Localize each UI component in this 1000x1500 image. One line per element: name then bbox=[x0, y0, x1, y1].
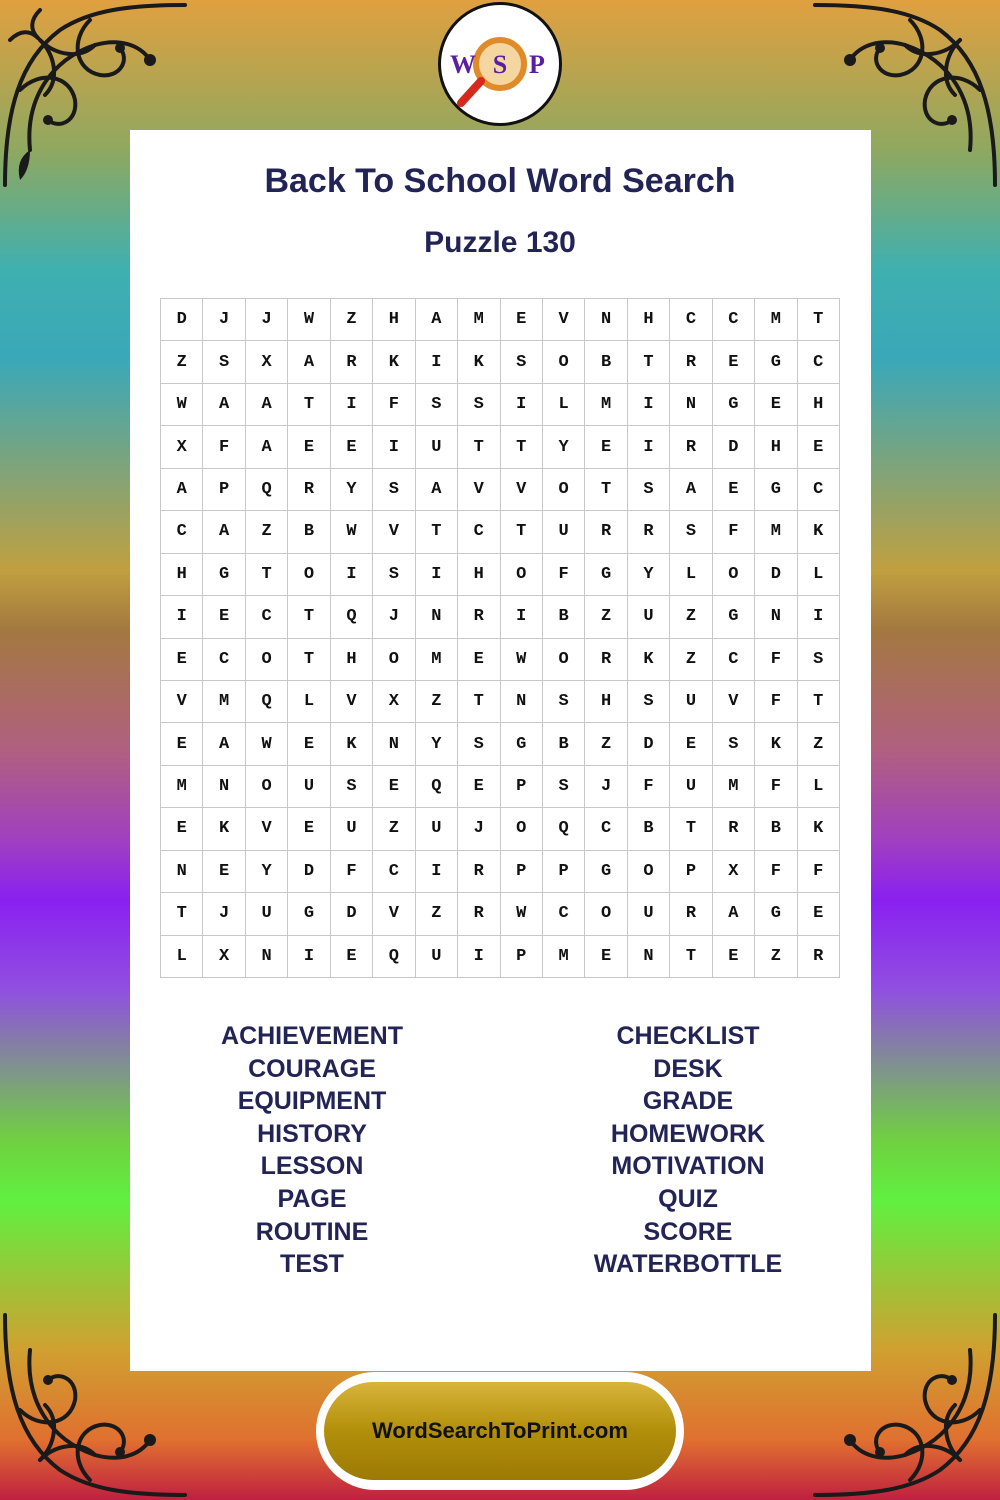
grid-cell: X bbox=[246, 341, 288, 383]
word-list-item: EQUIPMENT bbox=[237, 1087, 387, 1116]
grid-cell: F bbox=[755, 639, 797, 681]
grid-cell: G bbox=[585, 851, 627, 893]
grid-cell: S bbox=[670, 511, 712, 553]
grid-cell: Z bbox=[246, 511, 288, 553]
grid-cell: I bbox=[416, 851, 458, 893]
grid-cell: L bbox=[288, 681, 330, 723]
grid-cell: O bbox=[246, 639, 288, 681]
grid-cell: A bbox=[246, 384, 288, 426]
grid-cell: Q bbox=[246, 469, 288, 511]
grid-cell: M bbox=[543, 936, 585, 978]
grid-cell: O bbox=[246, 766, 288, 808]
grid-cell: A bbox=[246, 426, 288, 468]
grid-cell: E bbox=[288, 426, 330, 468]
grid-cell: W bbox=[501, 639, 543, 681]
grid-cell: R bbox=[670, 893, 712, 935]
grid-cell: R bbox=[288, 469, 330, 511]
grid-cell: Z bbox=[585, 723, 627, 765]
grid-cell: U bbox=[416, 426, 458, 468]
grid-cell: E bbox=[755, 384, 797, 426]
grid-cell: F bbox=[713, 511, 755, 553]
grid-cell: Z bbox=[755, 936, 797, 978]
grid-cell: I bbox=[628, 384, 670, 426]
grid-cell: K bbox=[373, 341, 415, 383]
grid-cell: O bbox=[288, 554, 330, 596]
grid-cell: F bbox=[203, 426, 245, 468]
grid-cell: T bbox=[798, 299, 840, 341]
grid-cell: B bbox=[755, 808, 797, 850]
grid-cell: I bbox=[331, 384, 373, 426]
grid-cell: N bbox=[501, 681, 543, 723]
grid-cell: E bbox=[713, 936, 755, 978]
word-list-item: DESK bbox=[653, 1054, 723, 1083]
grid-cell: D bbox=[628, 723, 670, 765]
word-list-item: PAGE bbox=[277, 1184, 347, 1213]
word-list-item: COURAGE bbox=[248, 1054, 376, 1083]
grid-cell: F bbox=[798, 851, 840, 893]
grid-cell: T bbox=[288, 639, 330, 681]
grid-cell: T bbox=[458, 426, 500, 468]
grid-cell: M bbox=[161, 766, 203, 808]
grid-cell: A bbox=[161, 469, 203, 511]
grid-cell: T bbox=[798, 681, 840, 723]
word-list-item: WATERBOTTLE bbox=[593, 1250, 783, 1279]
grid-cell: V bbox=[501, 469, 543, 511]
grid-cell: S bbox=[628, 469, 670, 511]
grid-cell: M bbox=[755, 511, 797, 553]
grid-cell: G bbox=[501, 723, 543, 765]
word-list-item: SCORE bbox=[643, 1217, 733, 1246]
grid-cell: U bbox=[670, 766, 712, 808]
grid-cell: M bbox=[416, 639, 458, 681]
grid-cell: L bbox=[670, 554, 712, 596]
grid-cell: M bbox=[755, 299, 797, 341]
grid-cell: S bbox=[543, 766, 585, 808]
grid-cell: L bbox=[798, 554, 840, 596]
grid-cell: U bbox=[331, 808, 373, 850]
grid-cell: Q bbox=[331, 596, 373, 638]
grid-cell: I bbox=[798, 596, 840, 638]
grid-cell: W bbox=[246, 723, 288, 765]
grid-cell: N bbox=[246, 936, 288, 978]
grid-cell: I bbox=[416, 341, 458, 383]
grid-cell: A bbox=[416, 469, 458, 511]
grid-cell: X bbox=[203, 936, 245, 978]
grid-cell: S bbox=[628, 681, 670, 723]
grid-cell: F bbox=[628, 766, 670, 808]
grid-cell: U bbox=[288, 766, 330, 808]
grid-cell: I bbox=[416, 554, 458, 596]
grid-cell: U bbox=[416, 808, 458, 850]
grid-cell: G bbox=[755, 469, 797, 511]
grid-cell: H bbox=[755, 426, 797, 468]
grid-cell: B bbox=[543, 596, 585, 638]
grid-cell: H bbox=[458, 554, 500, 596]
grid-cell: B bbox=[628, 808, 670, 850]
grid-cell: Y bbox=[416, 723, 458, 765]
website-button-face[interactable] bbox=[324, 1382, 676, 1480]
grid-cell: I bbox=[458, 936, 500, 978]
grid-cell: E bbox=[331, 936, 373, 978]
grid-cell: F bbox=[755, 766, 797, 808]
grid-cell: K bbox=[331, 723, 373, 765]
grid-cell: F bbox=[373, 384, 415, 426]
grid-cell: C bbox=[543, 893, 585, 935]
grid-cell: E bbox=[798, 893, 840, 935]
grid-cell: C bbox=[203, 639, 245, 681]
grid-cell: P bbox=[670, 851, 712, 893]
grid-cell: Z bbox=[373, 808, 415, 850]
grid-cell: E bbox=[288, 808, 330, 850]
grid-cell: R bbox=[585, 639, 627, 681]
grid-cell: T bbox=[246, 554, 288, 596]
grid-cell: C bbox=[713, 639, 755, 681]
grid-cell: J bbox=[585, 766, 627, 808]
grid-cell: F bbox=[755, 681, 797, 723]
grid-cell: P bbox=[501, 766, 543, 808]
grid-cell: O bbox=[501, 554, 543, 596]
grid-cell: R bbox=[458, 596, 500, 638]
grid-cell: P bbox=[543, 851, 585, 893]
grid-cell: N bbox=[373, 723, 415, 765]
grid-cell: W bbox=[501, 893, 543, 935]
grid-cell: A bbox=[416, 299, 458, 341]
website-label: WordSearchToPrint.com bbox=[372, 1418, 628, 1443]
grid-cell: W bbox=[331, 511, 373, 553]
grid-cell: M bbox=[203, 681, 245, 723]
grid-cell: N bbox=[670, 384, 712, 426]
logo-letter-w: W bbox=[450, 50, 476, 79]
grid-cell: V bbox=[458, 469, 500, 511]
grid-cell: B bbox=[543, 723, 585, 765]
grid-cell: A bbox=[203, 511, 245, 553]
grid-cell: Z bbox=[670, 596, 712, 638]
grid-cell: T bbox=[416, 511, 458, 553]
grid-cell: W bbox=[288, 299, 330, 341]
grid-cell: U bbox=[628, 596, 670, 638]
grid-cell: R bbox=[458, 851, 500, 893]
word-list-item: TEST bbox=[280, 1250, 344, 1279]
grid-cell: E bbox=[670, 723, 712, 765]
grid-cell: Z bbox=[416, 893, 458, 935]
grid-cell: G bbox=[755, 341, 797, 383]
word-list-item: HOMEWORK bbox=[610, 1119, 766, 1148]
grid-cell: S bbox=[798, 639, 840, 681]
grid-cell: M bbox=[713, 766, 755, 808]
grid-cell: A bbox=[288, 341, 330, 383]
grid-cell: J bbox=[458, 808, 500, 850]
grid-cell: E bbox=[161, 639, 203, 681]
grid-cell: C bbox=[713, 299, 755, 341]
grid-cell: E bbox=[458, 766, 500, 808]
grid-cell: K bbox=[203, 808, 245, 850]
grid-cell: C bbox=[373, 851, 415, 893]
grid-cell: R bbox=[670, 426, 712, 468]
grid-cell: T bbox=[585, 469, 627, 511]
grid-cell: S bbox=[543, 681, 585, 723]
letter-grid bbox=[160, 298, 840, 978]
grid-cell: J bbox=[373, 596, 415, 638]
grid-cell: O bbox=[585, 893, 627, 935]
grid-cell: E bbox=[585, 936, 627, 978]
grid-cell: F bbox=[543, 554, 585, 596]
grid-cell: U bbox=[628, 893, 670, 935]
grid-cell: E bbox=[331, 426, 373, 468]
grid-cell: H bbox=[373, 299, 415, 341]
grid-cell: O bbox=[543, 341, 585, 383]
grid-cell: H bbox=[585, 681, 627, 723]
grid-cell: D bbox=[331, 893, 373, 935]
grid-cell: D bbox=[161, 299, 203, 341]
grid-cell: E bbox=[373, 766, 415, 808]
grid-cell: Q bbox=[543, 808, 585, 850]
grid-cell: I bbox=[628, 426, 670, 468]
grid-cell: P bbox=[501, 936, 543, 978]
grid-cell: L bbox=[798, 766, 840, 808]
grid-cell: M bbox=[585, 384, 627, 426]
grid-cell: B bbox=[585, 341, 627, 383]
grid-cell: E bbox=[713, 341, 755, 383]
grid-cell: E bbox=[288, 723, 330, 765]
grid-cell: S bbox=[373, 469, 415, 511]
grid-cell: N bbox=[203, 766, 245, 808]
grid-cell: K bbox=[458, 341, 500, 383]
grid-cell: X bbox=[373, 681, 415, 723]
grid-cell: Z bbox=[670, 639, 712, 681]
grid-cell: H bbox=[331, 639, 373, 681]
grid-cell: J bbox=[203, 299, 245, 341]
grid-cell: S bbox=[458, 384, 500, 426]
grid-cell: N bbox=[585, 299, 627, 341]
grid-cell: E bbox=[161, 723, 203, 765]
grid-cell: E bbox=[798, 426, 840, 468]
grid-cell: K bbox=[755, 723, 797, 765]
grid-cell: X bbox=[161, 426, 203, 468]
word-list-right bbox=[528, 1020, 848, 1281]
grid-cell: E bbox=[501, 299, 543, 341]
grid-cell: I bbox=[501, 596, 543, 638]
grid-cell: V bbox=[331, 681, 373, 723]
grid-cell: E bbox=[713, 469, 755, 511]
logo-letter-s: S bbox=[492, 50, 508, 79]
word-list-item: CHECKLIST bbox=[616, 1022, 760, 1050]
grid-cell: V bbox=[161, 681, 203, 723]
grid-cell: A bbox=[203, 723, 245, 765]
grid-cell: J bbox=[246, 299, 288, 341]
grid-cell: R bbox=[331, 341, 373, 383]
grid-cell: G bbox=[203, 554, 245, 596]
grid-cell: G bbox=[288, 893, 330, 935]
grid-cell: Y bbox=[628, 554, 670, 596]
grid-cell: U bbox=[543, 511, 585, 553]
grid-cell: H bbox=[798, 384, 840, 426]
grid-cell: R bbox=[798, 936, 840, 978]
grid-cell: G bbox=[713, 596, 755, 638]
grid-cell: H bbox=[161, 554, 203, 596]
grid-cell: F bbox=[755, 851, 797, 893]
word-list-item: ACHIEVEMENT bbox=[221, 1022, 403, 1050]
word-list-item: HISTORY bbox=[257, 1119, 367, 1148]
grid-cell: T bbox=[458, 681, 500, 723]
word-list-left bbox=[152, 1020, 472, 1281]
grid-cell: Y bbox=[246, 851, 288, 893]
puzzle-number: Puzzle 130 bbox=[424, 226, 576, 259]
grid-cell: O bbox=[713, 554, 755, 596]
grid-cell: O bbox=[628, 851, 670, 893]
grid-cell: V bbox=[373, 511, 415, 553]
grid-cell: O bbox=[373, 639, 415, 681]
grid-cell: C bbox=[458, 511, 500, 553]
grid-cell: K bbox=[798, 808, 840, 850]
word-list-item: QUIZ bbox=[658, 1184, 718, 1213]
grid-cell: G bbox=[585, 554, 627, 596]
grid-cell: Y bbox=[543, 426, 585, 468]
grid-cell: E bbox=[161, 808, 203, 850]
grid-cell: S bbox=[458, 723, 500, 765]
grid-cell: T bbox=[628, 341, 670, 383]
word-list-item: GRADE bbox=[642, 1087, 734, 1116]
grid-cell: R bbox=[628, 511, 670, 553]
grid-cell: V bbox=[713, 681, 755, 723]
logo-letter-p: P bbox=[529, 50, 545, 79]
grid-cell: V bbox=[543, 299, 585, 341]
website-button[interactable] bbox=[316, 1372, 684, 1490]
grid-cell: C bbox=[670, 299, 712, 341]
grid-cell: E bbox=[458, 639, 500, 681]
grid-cell: I bbox=[373, 426, 415, 468]
grid-cell: Q bbox=[373, 936, 415, 978]
grid-cell: L bbox=[543, 384, 585, 426]
grid-cell: T bbox=[161, 893, 203, 935]
magnifier-icon bbox=[461, 81, 481, 103]
word-list-item: MOTIVATION bbox=[611, 1152, 765, 1181]
grid-cell: R bbox=[670, 341, 712, 383]
grid-cell: B bbox=[288, 511, 330, 553]
grid-cell: E bbox=[585, 426, 627, 468]
grid-cell: Z bbox=[161, 341, 203, 383]
grid-cell: D bbox=[288, 851, 330, 893]
grid-cell: O bbox=[543, 639, 585, 681]
grid-cell: A bbox=[203, 384, 245, 426]
grid-cell: T bbox=[501, 511, 543, 553]
grid-cell: R bbox=[458, 893, 500, 935]
grid-cell: S bbox=[373, 554, 415, 596]
grid-cell: T bbox=[288, 384, 330, 426]
grid-cell: T bbox=[288, 596, 330, 638]
grid-cell: X bbox=[713, 851, 755, 893]
grid-cell: D bbox=[755, 554, 797, 596]
grid-cell: U bbox=[670, 681, 712, 723]
grid-cell: S bbox=[416, 384, 458, 426]
grid-cell: G bbox=[713, 384, 755, 426]
grid-cell: M bbox=[458, 299, 500, 341]
site-logo[interactable] bbox=[438, 2, 562, 126]
grid-cell: I bbox=[288, 936, 330, 978]
grid-cell: W bbox=[161, 384, 203, 426]
grid-cell: E bbox=[203, 851, 245, 893]
grid-cell: S bbox=[501, 341, 543, 383]
grid-cell: L bbox=[161, 936, 203, 978]
grid-cell: P bbox=[203, 469, 245, 511]
grid-cell: Z bbox=[585, 596, 627, 638]
grid-cell: T bbox=[501, 426, 543, 468]
grid-cell: C bbox=[246, 596, 288, 638]
grid-cell: D bbox=[713, 426, 755, 468]
grid-cell: O bbox=[543, 469, 585, 511]
grid-cell: R bbox=[585, 511, 627, 553]
grid-cell: F bbox=[331, 851, 373, 893]
grid-cell: U bbox=[416, 936, 458, 978]
grid-cell: C bbox=[585, 808, 627, 850]
grid-cell: U bbox=[246, 893, 288, 935]
grid-cell: C bbox=[798, 469, 840, 511]
grid-cell: A bbox=[713, 893, 755, 935]
grid-cell: S bbox=[203, 341, 245, 383]
grid-cell: V bbox=[373, 893, 415, 935]
word-list-item: LESSON bbox=[260, 1152, 364, 1181]
word-list-item: ROUTINE bbox=[255, 1217, 369, 1246]
page-title: Back To School Word Search bbox=[264, 162, 736, 200]
grid-cell: T bbox=[670, 936, 712, 978]
grid-cell: P bbox=[501, 851, 543, 893]
grid-cell: E bbox=[203, 596, 245, 638]
grid-cell: V bbox=[246, 808, 288, 850]
grid-cell: N bbox=[416, 596, 458, 638]
grid-cell: Z bbox=[331, 299, 373, 341]
grid-cell: Q bbox=[246, 681, 288, 723]
grid-cell: I bbox=[161, 596, 203, 638]
grid-cell: N bbox=[755, 596, 797, 638]
grid-cell: R bbox=[713, 808, 755, 850]
grid-cell: Z bbox=[416, 681, 458, 723]
grid-cell: H bbox=[628, 299, 670, 341]
grid-cell: O bbox=[501, 808, 543, 850]
grid-cell: C bbox=[161, 511, 203, 553]
grid-cell: K bbox=[628, 639, 670, 681]
grid-cell: N bbox=[628, 936, 670, 978]
grid-cell: T bbox=[670, 808, 712, 850]
grid-cell: G bbox=[755, 893, 797, 935]
grid-cell: I bbox=[331, 554, 373, 596]
grid-cell: J bbox=[203, 893, 245, 935]
grid-cell: K bbox=[798, 511, 840, 553]
grid-cell: C bbox=[798, 341, 840, 383]
grid-cell: Q bbox=[416, 766, 458, 808]
grid-cell: A bbox=[670, 469, 712, 511]
grid-cell: S bbox=[713, 723, 755, 765]
grid-cell: Y bbox=[331, 469, 373, 511]
grid-cell: N bbox=[161, 851, 203, 893]
grid-cell: S bbox=[331, 766, 373, 808]
grid-cell: I bbox=[501, 384, 543, 426]
grid-cell: Z bbox=[798, 723, 840, 765]
